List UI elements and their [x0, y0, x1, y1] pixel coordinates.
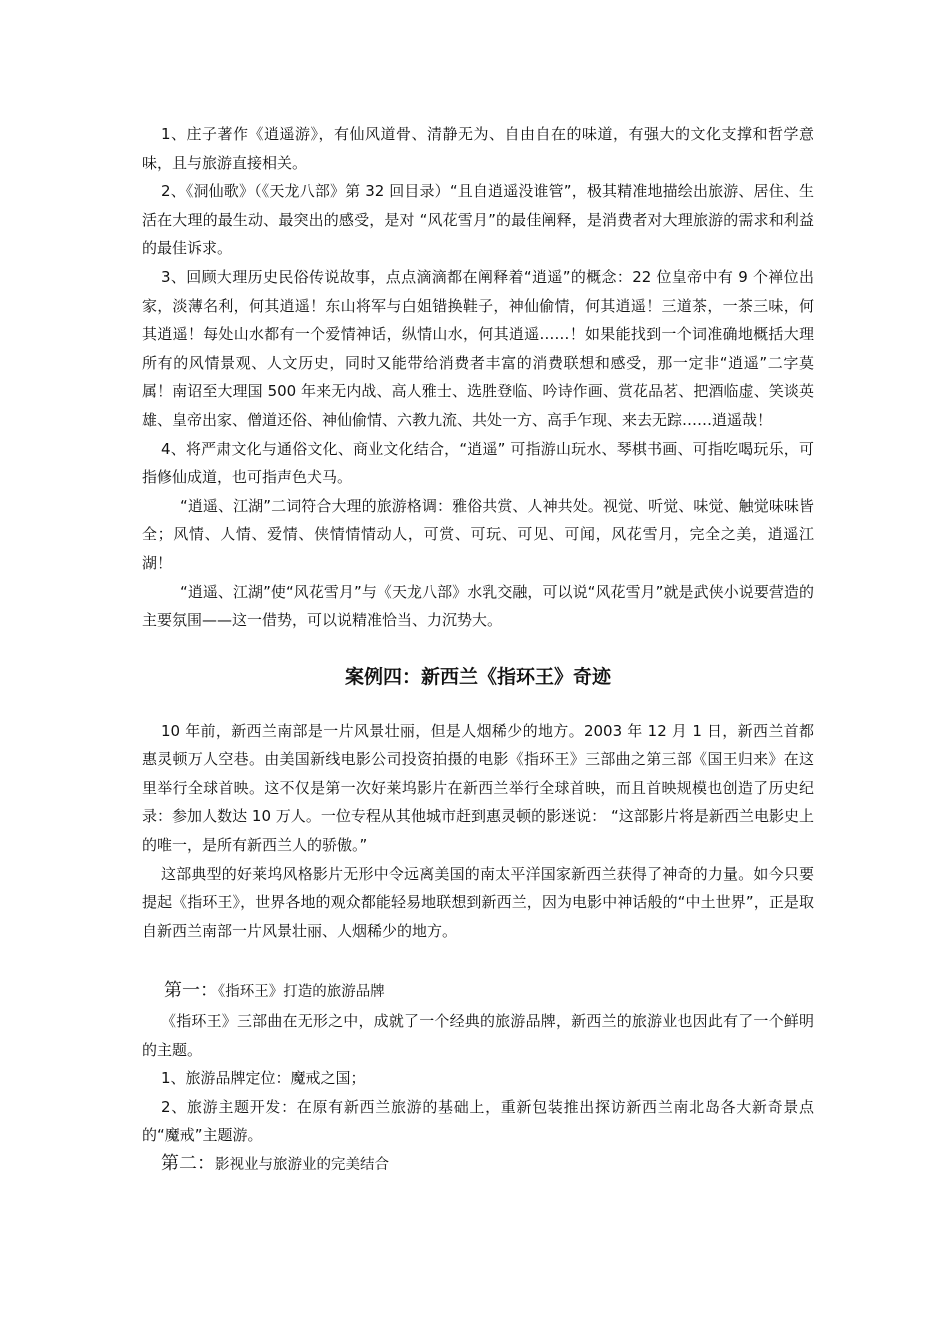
subheading-first	[142, 977, 814, 1007]
paragraph: 4、将严肃文化与通俗文化、商业文化结合，“逍遥” 可指游山玩水、琴棋书画、可指吃喝玩乐，可指修仙成道，也可指声色犬马。	[142, 439, 814, 487]
paragraph: 10 年前，新西兰南部是一片风景壮丽，但是人烟稀少的地方。2003 年 12 月 1 日，新西兰首都惠灵顿万人空巷。由美国新线电影公司投资拍摄的电影《指环王》三部曲之第三部《国王归来》在这里举行全球首映。这不仅是第一次好莱坞影片在新西兰举行全球首映，而且首映规模也创造了历史纪录：参加人数达 10 万人。一位专程从其他城市赶到惠灵顿的影迷说： “这部影片将是新西兰电影史上的唯一，是所有新西兰人的骄傲。”	[142, 721, 814, 855]
document-page	[142, 120, 814, 1180]
list-item: 1、旅游品牌定位：魔戒之国；	[161, 1069, 366, 1088]
paragraph: 这部典型的好莱坞风格影片无形中令远离美国的南太平洋国家新西兰获得了神奇的力量。如今只要提起《指环王》，世界各地的观众都能轻易地联想到新西兰，因为电影中神话般的“中土世界”，正是取自新西兰南部一片风景壮丽、人烟稀少的地方。	[142, 864, 814, 940]
paragraph: 2、《洞仙歌》（《天龙八部》第 32 回目录）“且自逍遥没谁管”，极其精准地描绘出旅游、居住、生活在大理的最生动、最突出的感受，是对 “风花雪月”的最佳阐释，是消费者对大理旅游的需求和利益的最佳诉求。	[142, 182, 814, 258]
paragraph: 《指环王》三部曲在无形之中，成就了一个经典的旅游品牌，新西兰的旅游业也因此有了一个鲜明的主题。	[142, 1012, 814, 1059]
paragraph: “逍遥、江湖”二词符合大理的旅游格调：雅俗共赏、人神共处。视觉、听觉、味觉、触觉味味皆全；风情、人情、爱情、侠情情情动人，可赏、可玩、可见、可闻，风花雪月，完全之美，逍遥江湖！	[142, 496, 814, 572]
paragraph: 3、回顾大理历史民俗传说故事，点点滴滴都在阐释着“逍遥”的概念：22 位皇帝中有 9 个禅位出家，淡薄名利，何其逍遥！东山将军与白姐错换鞋子，神仙偷情，何其逍遥！三道茶，一茶三味，何其逍遥！每处山水都有一个爱情神话，纵情山水，何其逍遥……！如果能找到一个词准确地概括大理所有的风情景观、人文历史，同时又能带给消费者丰富的消费联想和感受，那一定非“逍遥”二字莫属！南诏至大理国 500 年来无内战、高人雅士、选胜登临、吟诗作画、赏花品茗、把酒临虚、笑谈英雄、皇帝出家、僧道还俗、神仙偷情、六教九流、共处一方、高手乍现、来去无踪……逍遥哉！	[142, 267, 814, 429]
subheading-title: 影视业与旅游业的完美结合	[215, 1157, 389, 1173]
subheading-title: 《指环王》打造的旅游品牌	[218, 984, 385, 1001]
list-item: 2、旅游主题开发：在原有新西兰旅游的基础上，重新包装推出探访新西兰南北岛各大新奇景点的“魔戒”主题游。	[142, 1097, 814, 1145]
subheading-second	[142, 1150, 814, 1180]
section-title: 案例四：新西兰《指环王》奇迹	[344, 665, 611, 688]
paragraph: 1、庄子著作《逍遥游》，有仙风道骨、清静无为、自由自在的味道，有强大的文化支撑和哲学意味，且与旅游直接相关。	[142, 125, 814, 172]
paragraph: “逍遥、江湖”使“风花雪月”与《天龙八部》水乳交融，可以说“风花雪月”就是武侠小说要营造的主要氛围——这一借势，可以说精准恰当、力沉势大。	[142, 582, 814, 630]
subheading-lead: 第二：	[161, 1153, 215, 1174]
subheading-lead: 第一：	[164, 980, 218, 1002]
